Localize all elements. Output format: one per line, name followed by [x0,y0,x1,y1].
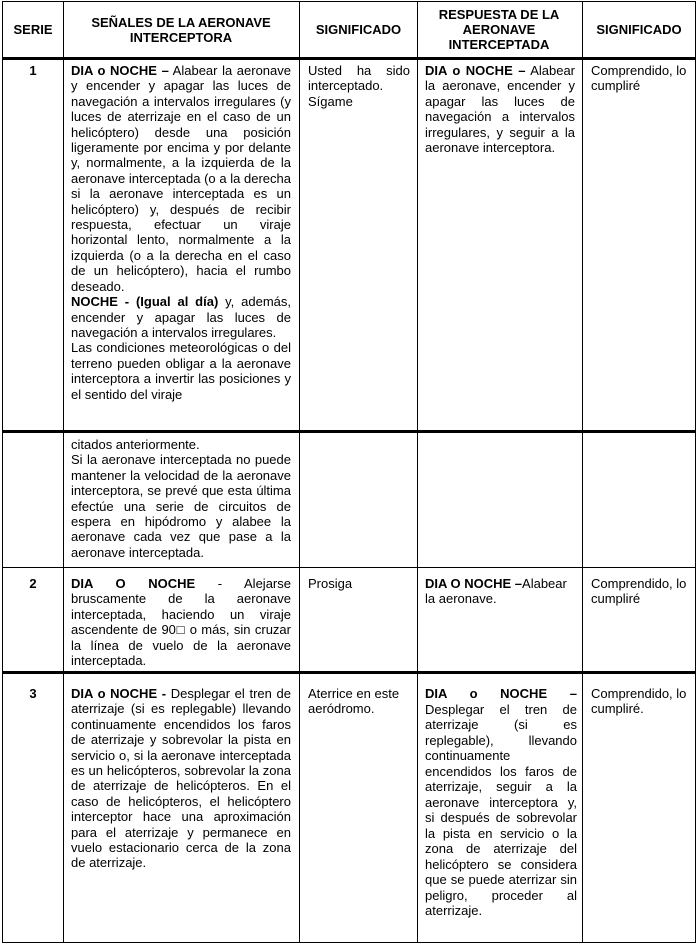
table-bottom-border [2,942,696,943]
row-divider [2,671,696,674]
significado-respuesta-cell: Comprendido, lo cumpliré [591,63,687,94]
senales-paragraph [71,294,291,340]
senales-paragraph: Las condiciones meteorológicas o del terreno pueden obligar a la aeronave interceptora a invertir las posiciones y el sentido del viraje [71,340,291,402]
senales-cell [71,686,291,871]
significado-cell: Usted ha sido interceptado. Sígame [308,63,410,109]
senales-text: Alabear la aeronave y encender y apagar las luces de navegación a intervalos irregulares (y luces de aterrizaje en el caso de un helicóptero) desde una posición ligeramente por encima y por delante y, normalmente, a la izquierda de la aeronave interceptada (o a la derecha si la aeronave interceptada es un helicóptero) y, después de recibir respuesta, efectuar un viraje horizontal lento, normalmente a la izquierda (o a la derecha en el caso de un helicóptero), hacia el rumbo deseado. [71,63,291,294]
day-night-label: DIA o NOCHE – [71,63,169,78]
significado-respuesta-cell: Comprendido, lo cumpliré. [591,686,687,717]
senales-paragraph [71,63,291,294]
significado-cell: Aterrice en este aeródromo. [308,686,400,717]
column-border [299,1,300,943]
column-border [695,1,696,943]
significado-cell: Prosiga [308,576,353,591]
respuesta-text: Alabear la aeronave, encender y apagar las luces de navegación a intervalos irregulares, y seguir a la aeronave interceptora. [425,63,575,156]
day-night-label: DIA o NOCHE – [425,63,526,78]
senales-text: Desplegar el tren de aterrizaje (si es replegable) llevando continuamente encendidos los faros de aterrizaje y sobrevolar la pista en servicio o, si la aeronave interceptada es un helicópteros, sobrevolar la zona de aterrizaje de helicópteros. En el caso de helicópteros, el helicóptero interceptor hace una aproximación para el aterrizaje y permanece en vuelo estacionario cerca de la zona de aterrizaje. [71,686,291,871]
senales-paragraph: citados anteriormente. [71,437,200,452]
header-bottom-border [2,57,696,60]
header-significado: SIGNIFICADO [315,22,402,37]
serie-number: 3 [29,686,37,701]
senales-cell [71,576,291,668]
page-break-border [2,430,696,433]
night-label: NOCHE - (Igual al día) [71,294,219,310]
header-significado-respuesta: SIGNIFICADO [596,22,682,37]
respuesta-cell [425,686,577,919]
senales-text: - Alejarse bruscamente de la aeronave interceptada, haciendo un viraje ascendente de 90□ o más, sin cruzar la línea de vuelo de la aeronave interceptada. [71,576,291,669]
header-respuesta: RESPUESTA DE LA AERONAVE INTERCEPTADA [438,7,560,52]
row-divider [2,567,696,568]
senales-paragraph: Si la aeronave interceptada no puede mantener la velocidad de la aeronave interceptora, se prevé que esta última efectúe una serie de circuitos de espera en hipódromo y alabee la aeronave cada vez que pase a la aeronave interceptada. [71,452,291,560]
day-night-label: DIA o NOCHE – [425,686,577,701]
header-senales: SEÑALES DE LA AERONAVE INTERCEPTORA [91,14,271,45]
day-night-label: DIA o NOCHE - [71,686,167,701]
header-serie: SERIE [13,22,53,37]
significado-respuesta-cell: Comprendido, lo cumpliré [591,576,687,607]
respuesta-text: Desplegar el tren de aterrizaje (si es replegable), llevando continuamente encendidos los faros de aterrizaje, seguir a la aeronave interceptora y, si después de sobrevolar la pista en servicio o la zona de aterrizaje del helicóptero se considera que se puede aterrizar sin peligro, proceder al aterrizaje. [425,701,577,918]
column-border [2,1,3,943]
column-border [63,1,64,943]
column-border [582,1,583,943]
senales-cell [71,63,291,402]
day-night-label: DIA O NOCHE [71,576,196,591]
senales-continuation-cell [71,437,291,560]
senales-text: y, además, encender y apagar las luces de navegación a intervalos irregulares. [71,294,292,340]
respuesta-text: Alabear la aeronave. [425,576,567,607]
column-border [417,1,418,943]
respuesta-cell [425,63,575,155]
day-night-label: DIA O NOCHE – [425,576,523,591]
serie-number: 2 [29,576,37,591]
respuesta-cell [425,576,575,607]
serie-number: 1 [29,63,37,78]
